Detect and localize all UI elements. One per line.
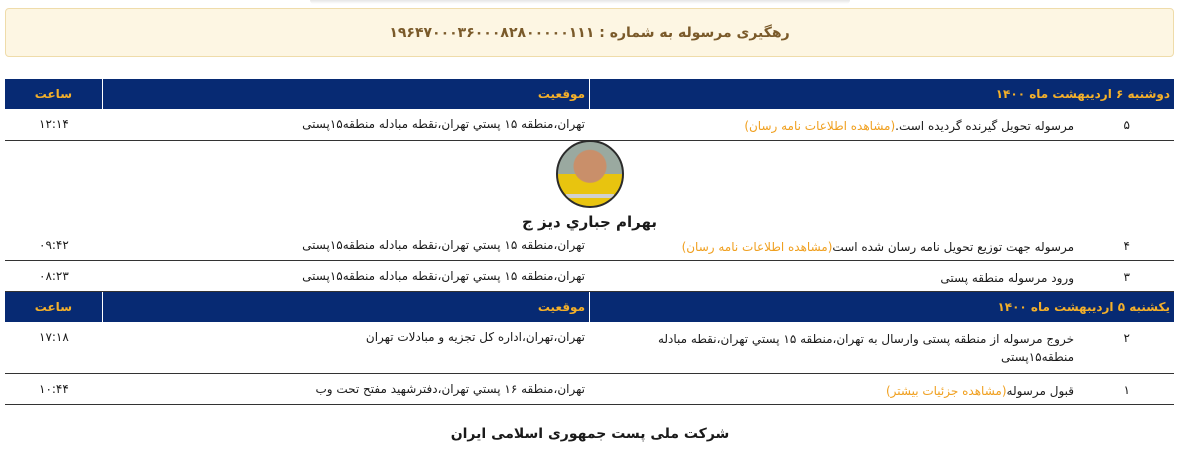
- courier-card: [5, 140, 1174, 231]
- row-description: خروج مرسوله از منطقه پستی وارسال به تهران،منطقه ۱۵ پستي تهران،نقطه مبادله منطقه۱۵پستی: [657, 332, 1074, 364]
- row-number: ۲: [1123, 331, 1130, 345]
- row-time: ۱۰:۴۴: [39, 382, 69, 396]
- table-header: [5, 292, 1174, 322]
- table-row: [5, 109, 1174, 141]
- row-location: تهران،منطقه ۱۶ پستي تهران،دفترشهید مفتح تحت وب: [315, 382, 585, 396]
- header-time: ساعت: [5, 79, 103, 109]
- header-location: موقعیت: [103, 79, 590, 109]
- row-number: ۴: [1123, 239, 1130, 253]
- header-location: موقعیت: [103, 292, 590, 322]
- table-header: [5, 79, 1174, 109]
- courier-info-link[interactable]: (مشاهده اطلاعات نامه رسان): [744, 119, 896, 133]
- courier-name: بهرام جباري ديز ج: [521, 213, 658, 231]
- top-shadow: [310, 0, 850, 4]
- row-number: ۳: [1123, 270, 1130, 284]
- tracking-title: رهگیری مرسوله به شماره : ۱۹۶۴۷۰۰۰۳۶۰۰۰۸۲۸۰۰۰۰۰۱۱۱: [389, 24, 790, 41]
- row-description: مرسوله جهت توزيع تحويل نامه رسان شده است(مشاهده اطلاعات نامه رسان): [681, 240, 1074, 254]
- footer-company: شرکت ملی پست جمهوری اسلامی ایران: [450, 426, 730, 442]
- tracking-table-day2: [5, 292, 1174, 405]
- row-location: تهران،منطقه ۱۵ پستي تهران،نقطه مبادله منطقه۱۵پستی: [302, 117, 585, 131]
- row-description: قبول مرسوله(مشاهده جزئیات بیشتر): [885, 384, 1074, 398]
- tracking-table-day1: [5, 79, 1174, 285]
- row-description: مرسوله تحويل گيرنده گرديده است.(مشاهده اطلاعات نامه رسان): [744, 119, 1074, 133]
- tracking-banner: [5, 8, 1174, 57]
- row-location: تهران،تهران،اداره کل تجزیه و مبادلات تهران: [365, 330, 585, 344]
- avatar: [556, 140, 624, 208]
- header-time: ساعت: [5, 292, 103, 322]
- header-date: یکشنبه ۵ ارديبهشت ماه ۱۴۰۰: [997, 300, 1170, 314]
- row-description: ورود مرسوله منطقه پستی: [940, 271, 1074, 285]
- row-time: ۱۲:۱۴: [39, 117, 69, 131]
- table-row: [5, 374, 1174, 405]
- table-row: [5, 261, 1174, 292]
- table-row: [5, 322, 1174, 374]
- row-location: تهران،منطقه ۱۵ پستي تهران،نقطه مبادله منطقه۱۵پستی: [302, 238, 585, 252]
- courier-info-link[interactable]: (مشاهده اطلاعات نامه رسان): [681, 240, 833, 254]
- row-time: ۰۹:۴۲: [39, 238, 69, 252]
- row-time: ۰۸:۲۳: [39, 269, 69, 283]
- header-date: دوشنبه ۶ ارديبهشت ماه ۱۴۰۰: [995, 87, 1170, 101]
- row-number: ۵: [1123, 118, 1130, 132]
- row-number: ۱: [1123, 383, 1130, 397]
- more-details-link[interactable]: (مشاهده جزئیات بیشتر): [885, 384, 1007, 398]
- row-time: ۱۷:۱۸: [39, 330, 69, 344]
- table-row: [5, 230, 1174, 261]
- row-location: تهران،منطقه ۱۵ پستي تهران،نقطه مبادله منطقه۱۵پستی: [302, 269, 585, 283]
